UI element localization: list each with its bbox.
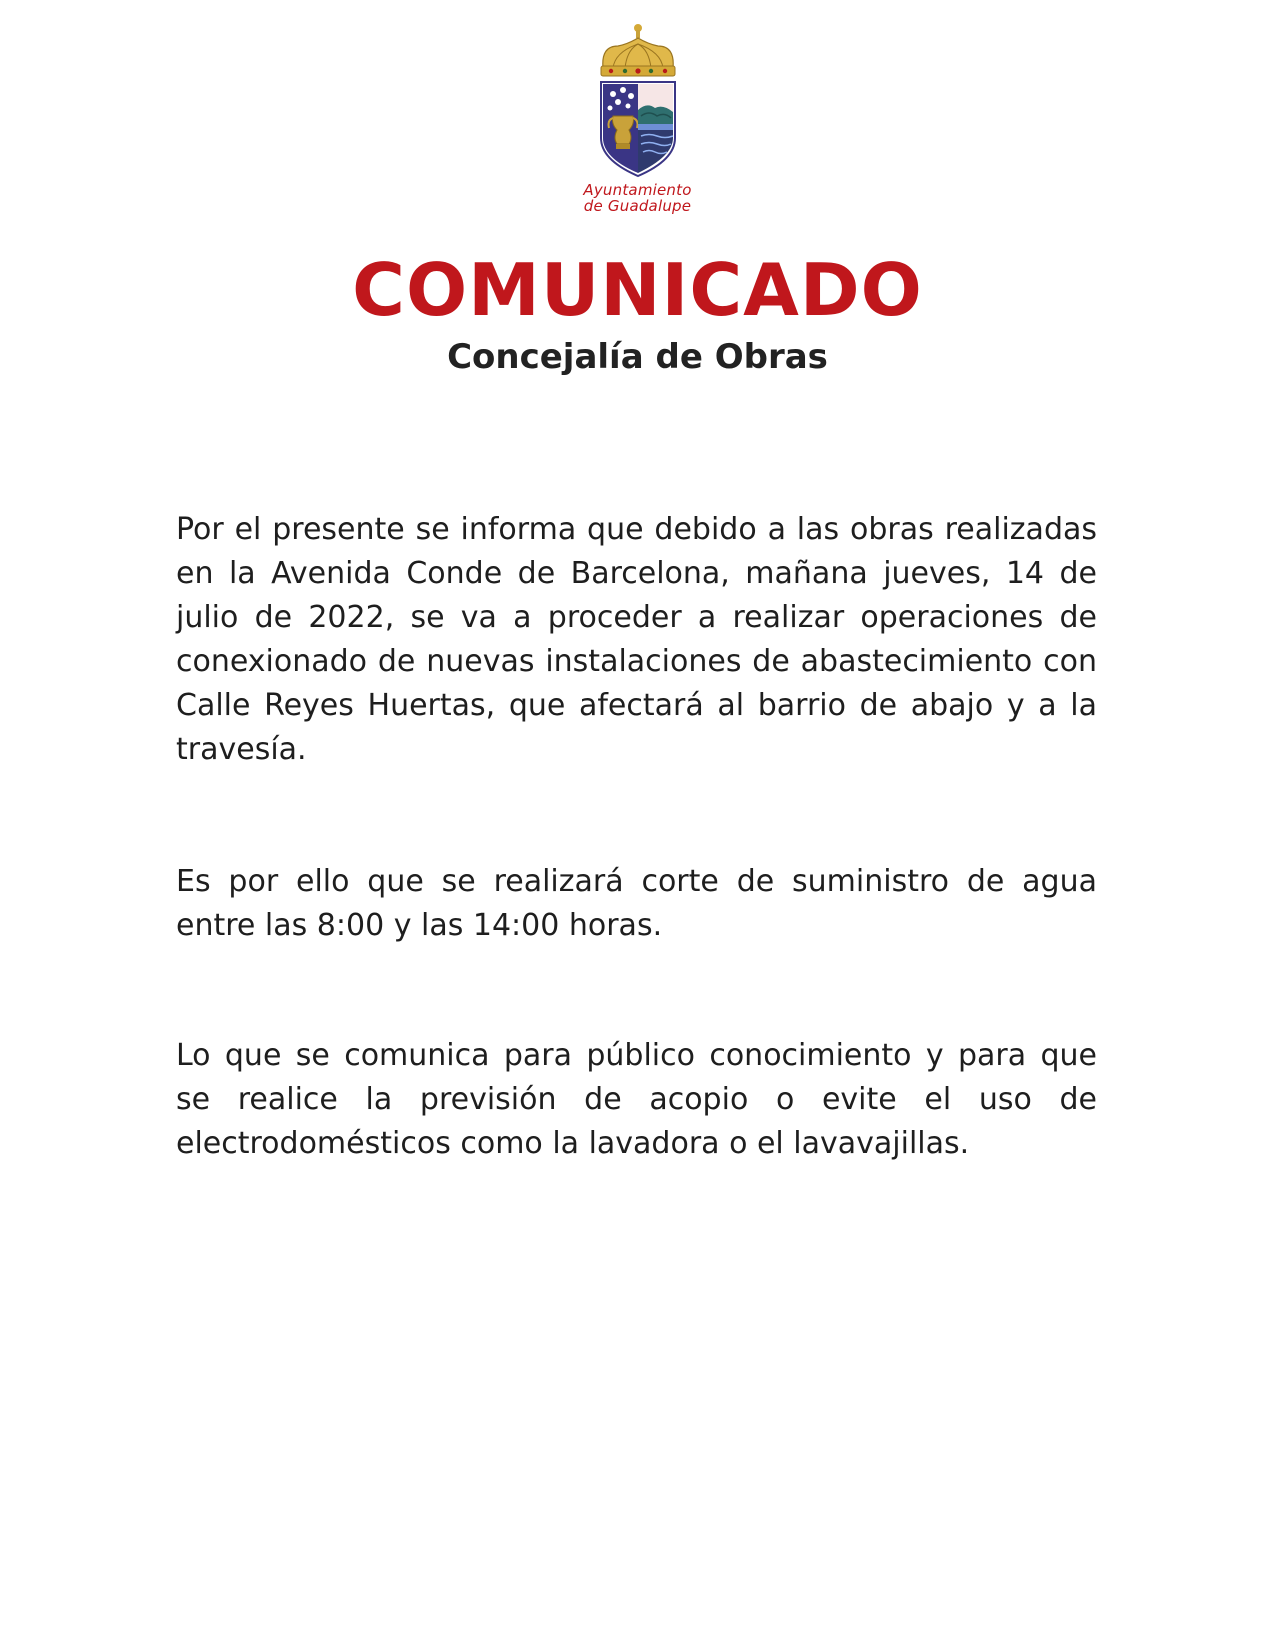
crest-caption-line-1: Ayuntamiento — [583, 181, 692, 199]
body-paragraph-2: Es por ello que se realizará corte de suministro de agua entre las 8:00 y las 14:00 horas. — [176, 864, 1097, 943]
crest-caption-line-2: de Guadalupe — [583, 197, 692, 215]
body-paragraph-3: Lo que se comunica para público conocimiento y para que se realice la previsión de acopio o evite el uso de electrodomésticos como la lavadora o el lavavajillas. — [176, 1038, 1097, 1161]
crest-caption — [583, 182, 691, 214]
page-subtitle: Concejalía de Obras — [447, 337, 828, 377]
page-title: COMUNICADO — [352, 248, 923, 332]
body-paragraph-1: Por el presente se informa que debido a las obras realizadas en la Avenida Conde de Barcelona, mañana jueves, 14 de julio de 2022, se va a proceder a realizar operaciones de conexionado de nuevas instalaciones de abastecimiento con Calle Reyes Huertas, que afectará al barrio de abajo y a la travesía. — [176, 512, 1097, 767]
crown-icon — [601, 24, 675, 76]
crest-block — [0, 20, 1275, 214]
heading-block — [0, 250, 1275, 378]
municipal-coat-of-arms-icon — [583, 20, 693, 180]
shield-icon — [601, 82, 675, 176]
